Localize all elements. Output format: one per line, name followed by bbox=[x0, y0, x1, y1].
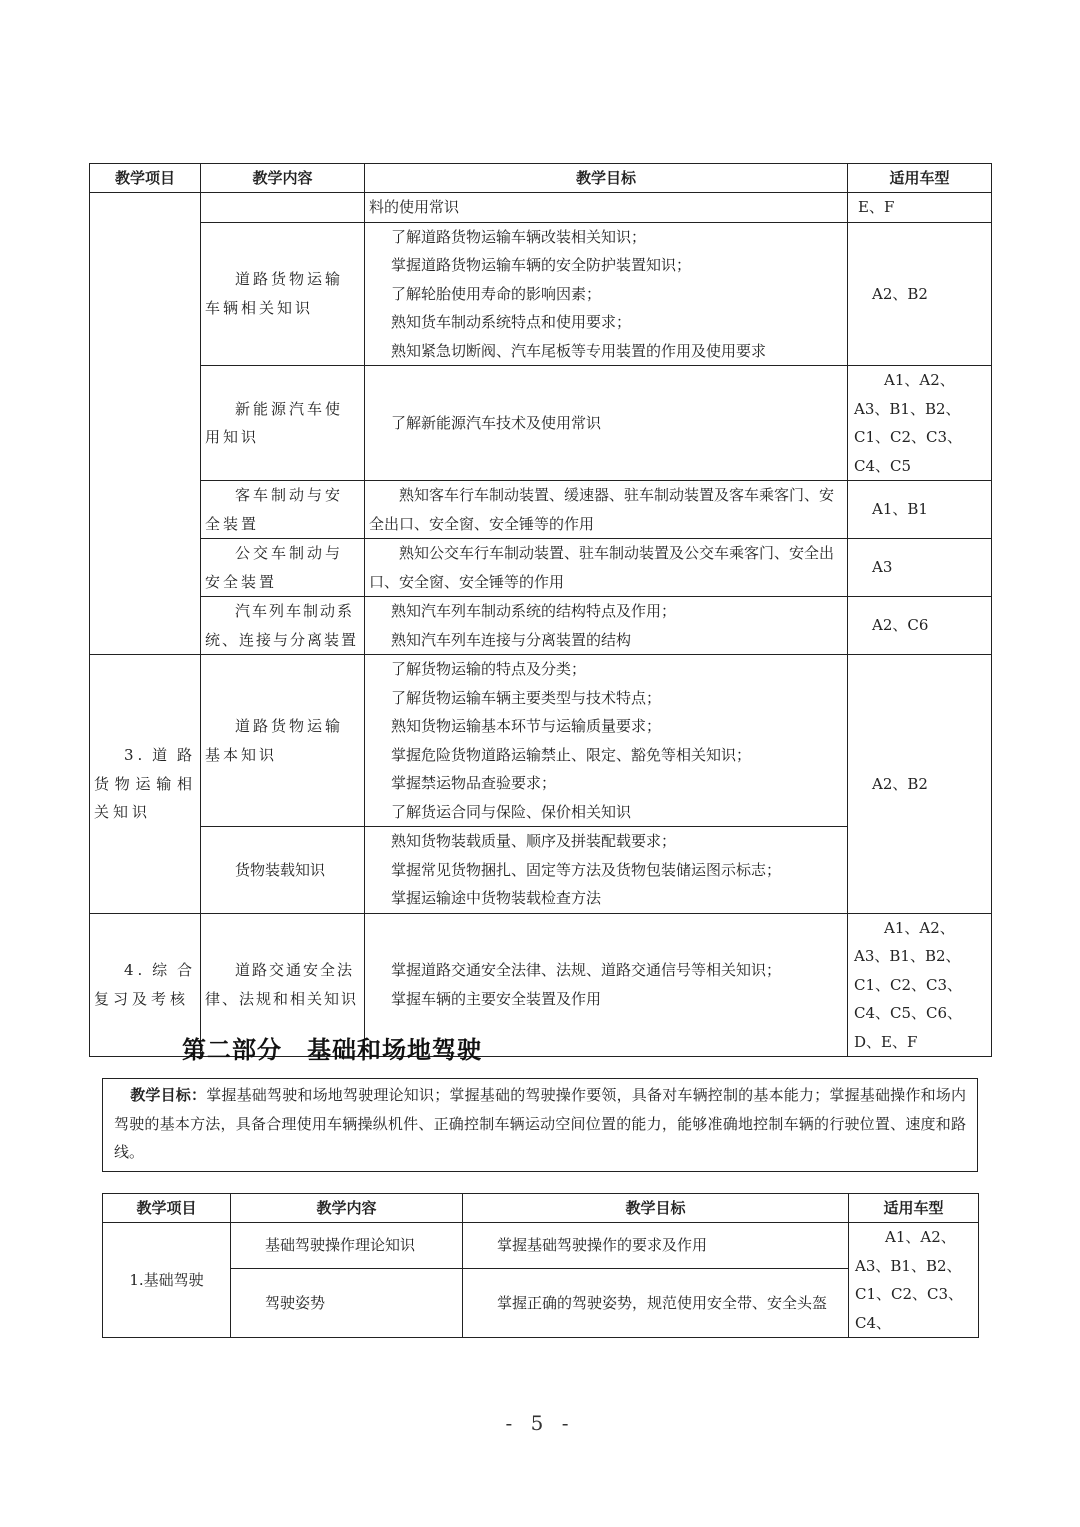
project-cell-continued bbox=[90, 193, 201, 655]
table-row bbox=[90, 366, 992, 481]
vehicles-cell: A1、B1 bbox=[848, 481, 992, 539]
content-cell: 基础驾驶操作理论知识 bbox=[231, 1223, 463, 1269]
vehicles-cell: A3 bbox=[848, 539, 992, 597]
vehicles-cell: A2、C6 bbox=[848, 597, 992, 655]
goal-cell: 熟知公交车行车制动装置、驻车制动装置及公交车乘客门、安全出口、安全窗、安全锤等的作用 bbox=[365, 539, 848, 597]
header-content: 教学内容 bbox=[201, 164, 365, 193]
header-goal: 教学目标 bbox=[365, 164, 848, 193]
content-cell: 道路货物运输基本知识 bbox=[201, 655, 365, 827]
table-row bbox=[90, 655, 992, 827]
vehicles-cell: A2、B2 bbox=[848, 655, 992, 914]
goal-cell bbox=[365, 827, 848, 914]
content-cell: 道路交通安全法律、法规和相关知识 bbox=[201, 913, 365, 1057]
header-vehicles: 适用车型 bbox=[848, 164, 992, 193]
header-project: 教学项目 bbox=[90, 164, 201, 193]
project-cell: 3.道路货物运输相关知识 bbox=[90, 655, 201, 914]
header-project: 教学项目 bbox=[103, 1194, 231, 1223]
table-row bbox=[90, 539, 992, 597]
goal-cell bbox=[365, 597, 848, 655]
goal-text: 掌握基础驾驶和场地驾驶理论知识；掌握基础的驾驶操作要领，具备对车辆控制的基本能力；掌握基础操作和场内驾驶的基本方法，具备合理使用车辆操纵机件、正确控制车辆运动空间位置的能力，能够准确地控制车辆的行驶位置、速度和路线。 bbox=[114, 1086, 966, 1161]
teaching-table-part1 bbox=[89, 163, 992, 1057]
goal-line: 掌握车辆的主要安全装置及作用 bbox=[391, 989, 602, 1008]
vehicles-cell: A1、A2、A3、B1、B2、C1、C2、C3、C4、 bbox=[849, 1223, 979, 1338]
goal-label: 教学目标： bbox=[130, 1086, 207, 1104]
content-cell bbox=[201, 193, 365, 223]
teaching-table-part2 bbox=[102, 1193, 979, 1338]
goal-line: 熟知汽车列车制动系统的结构特点及作用； bbox=[391, 602, 677, 620]
vehicles-cell: A1、A2、A3、B1、B2、C1、C2、C3、C4、C5、C6、D、E、F bbox=[848, 913, 992, 1057]
content-cell: 货物装载知识 bbox=[201, 827, 365, 914]
vehicles-cell: A2、B2 bbox=[848, 222, 992, 366]
goal-line: 掌握运输途中货物装载检查方法 bbox=[391, 889, 602, 907]
table-row bbox=[90, 597, 992, 655]
table-row bbox=[90, 222, 992, 366]
header-content: 教学内容 bbox=[231, 1194, 463, 1223]
table-row bbox=[90, 193, 992, 223]
table-row bbox=[103, 1223, 979, 1269]
section-title: 第二部分 基础和场地驾驶 bbox=[182, 1035, 482, 1064]
goal-cell: 掌握正确的驾驶姿势，规范使用安全带、安全头盔 bbox=[463, 1268, 849, 1337]
goal-line: 了解道路货物运输车辆改装相关知识； bbox=[391, 227, 647, 246]
goal-line: 熟知货物装载质量、顺序及拼装配载要求； bbox=[391, 832, 677, 850]
teaching-goal-box bbox=[102, 1078, 978, 1172]
goal-line: 了解新能源汽车技术及使用常识 bbox=[391, 413, 602, 432]
goal-cell: 料的使用常识 bbox=[365, 193, 848, 223]
goal-cell bbox=[365, 655, 848, 827]
goal-line: 了解货物运输车辆主要类型与技术特点； bbox=[391, 688, 662, 707]
content-cell: 驾驶姿势 bbox=[231, 1268, 463, 1337]
page-number: - 5 - bbox=[505, 1411, 575, 1435]
table-header-row bbox=[103, 1194, 979, 1223]
goal-line: 了解货运合同与保险、保价相关知识 bbox=[391, 802, 632, 821]
goal-line: 熟知汽车列车连接与分离装置的结构 bbox=[391, 630, 632, 649]
content-cell: 客车制动与安全装置 bbox=[201, 481, 365, 539]
header-vehicles: 适用车型 bbox=[849, 1194, 979, 1223]
goal-cell bbox=[365, 366, 848, 481]
header-goal: 教学目标 bbox=[463, 1194, 849, 1223]
content-cell: 新能源汽车使用知识 bbox=[201, 366, 365, 481]
goal-line: 熟知货物运输基本环节与运输质量要求； bbox=[391, 717, 662, 735]
table-header-row bbox=[90, 164, 992, 193]
goal-line: 了解货物运输的特点及分类； bbox=[391, 660, 587, 678]
project-cell: 4.综合复习及考核 bbox=[90, 913, 201, 1057]
goal-line: 熟知货车制动系统特点和使用要求； bbox=[391, 313, 632, 331]
goal-line: 掌握道路交通安全法律、法规、道路交通信号等相关知识； bbox=[391, 961, 782, 980]
vehicles-cell: A1、A2、A3、B1、B2、C1、C2、C3、C4、C5 bbox=[848, 366, 992, 481]
goal-cell: 熟知客车行车制动装置、缓速器、驻车制动装置及客车乘客门、安全出口、安全窗、安全锤等的作用 bbox=[365, 481, 848, 539]
table-row bbox=[103, 1268, 979, 1337]
goal-line: 掌握常见货物捆扎、固定等方法及货物包装储运图示标志； bbox=[391, 860, 782, 879]
goal-line: 了解轮胎使用寿命的影响因素； bbox=[391, 284, 602, 303]
project-cell: 1.基础驾驶 bbox=[103, 1223, 231, 1338]
content-cell: 道路货物运输车辆相关知识 bbox=[201, 222, 365, 366]
goal-line: 掌握禁运物品查验要求； bbox=[391, 774, 557, 792]
content-cell: 汽车列车制动系统、连接与分离装置 bbox=[201, 597, 365, 655]
goal-cell bbox=[365, 222, 848, 366]
goal-line: 掌握道路货物运输车辆的安全防护装置知识； bbox=[391, 256, 692, 274]
table-row bbox=[90, 481, 992, 539]
goal-cell: 掌握基础驾驶操作的要求及作用 bbox=[463, 1223, 849, 1269]
content-cell: 公交车制动与安全装置 bbox=[201, 539, 365, 597]
goal-line: 熟知紧急切断阀、汽车尾板等专用装置的作用及使用要求 bbox=[391, 341, 767, 360]
vehicles-cell: E、F bbox=[848, 193, 992, 223]
goal-line: 掌握危险货物道路运输禁止、限定、豁免等相关知识； bbox=[391, 745, 752, 764]
